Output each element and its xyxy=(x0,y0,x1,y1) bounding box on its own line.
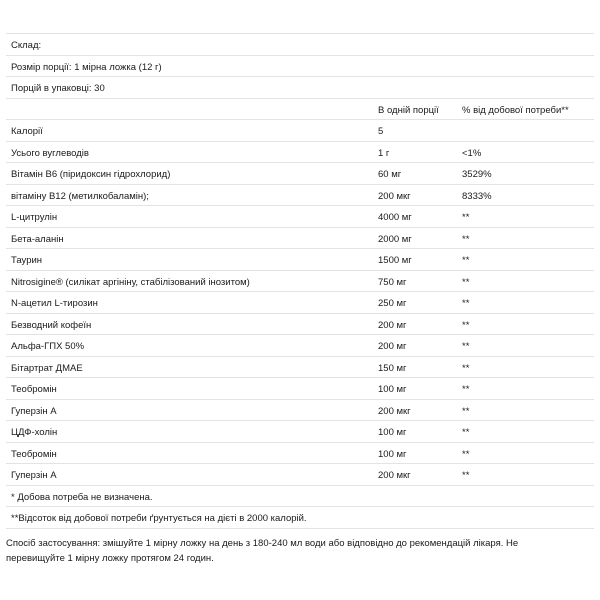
table-row xyxy=(6,357,594,379)
footnote-row xyxy=(6,507,594,529)
table-row xyxy=(6,228,594,250)
ingredient-name: Теобромін xyxy=(11,448,57,460)
ingredient-daily-value: ** xyxy=(462,255,470,266)
ingredient-amount: 200 мкг xyxy=(378,470,411,481)
ingredient-amount: 200 мг xyxy=(378,341,407,352)
ingredient-amount: 1500 мг xyxy=(378,255,412,266)
usage-instructions: Спосіб застосування: змішуйте 1 мірну ложку на день з 180-240 мл води або відповідно до рекомендацій лікаря. Не перевищуйте 1 мірну ложку протягом 24 годин. xyxy=(6,538,519,564)
ingredient-amount: 250 мг xyxy=(378,298,407,309)
table-row xyxy=(6,464,594,486)
table-row xyxy=(6,292,594,314)
supplement-facts-table xyxy=(6,33,594,529)
column-header-row xyxy=(6,99,594,121)
serving-size-row xyxy=(6,56,594,78)
table-row xyxy=(6,335,594,357)
ingredient-name: Теобромін xyxy=(11,384,57,395)
ingredient-amount: 100 мг xyxy=(378,448,407,460)
ingredient-name: L-цитрулін xyxy=(11,212,58,223)
ingredient-name: Безводний кофеїн xyxy=(11,319,92,331)
servings-per-container-row xyxy=(6,77,594,99)
ingredient-daily-value: ** xyxy=(462,470,470,481)
ingredient-amount: 100 мг xyxy=(378,384,407,395)
ingredient-amount: 200 мг xyxy=(378,319,407,331)
ingredient-amount: 100 мг xyxy=(378,427,407,438)
ingredient-daily-value: ** xyxy=(462,319,470,331)
ingredient-name: Вітамін B6 (піридоксин гідрохлорид) xyxy=(11,169,171,180)
ingredient-amount: 200 мкг xyxy=(378,405,411,417)
table-row xyxy=(6,314,594,336)
table-row xyxy=(6,443,594,465)
ingredient-amount: 5 xyxy=(378,126,384,137)
ingredient-daily-value: ** xyxy=(462,276,470,288)
ingredient-daily-value: 8333% xyxy=(462,190,492,202)
composition-row xyxy=(6,34,594,56)
ingredient-daily-value: ** xyxy=(462,298,470,309)
ingredient-daily-value: <1% xyxy=(462,147,482,159)
ingredient-name: Бета-аланін xyxy=(11,233,64,245)
ingredient-daily-value: ** xyxy=(462,362,470,374)
ingredient-name: вітаміну B12 (метилкобаламін); xyxy=(11,190,149,202)
footnote-daily-value-basis: **Відсоток від добової потреби ґрунтується на дієті в 2000 калорій. xyxy=(11,513,307,524)
ingredient-name: Калорії xyxy=(11,126,43,137)
footnote-row xyxy=(6,486,594,508)
footnote-not-established: * Добова потреба не визначена. xyxy=(11,491,153,503)
ingredient-daily-value: ** xyxy=(462,341,470,352)
ingredient-daily-value: 3529% xyxy=(462,169,492,180)
table-row xyxy=(6,271,594,293)
ingredient-amount: 4000 мг xyxy=(378,212,412,223)
ingredient-amount: 150 мг xyxy=(378,362,407,374)
servings-per-container: Порцій в упаковці: 30 xyxy=(11,83,105,94)
ingredient-amount: 200 мкг xyxy=(378,190,411,202)
ingredient-amount: 60 мг xyxy=(378,169,402,180)
ingredient-name: Гуперзін А xyxy=(11,405,57,417)
ingredient-name: Бітартрат ДМАЕ xyxy=(11,362,83,374)
column-header-daily-value: % від добової потреби** xyxy=(462,104,569,116)
ingredient-daily-value: ** xyxy=(462,384,470,395)
table-row xyxy=(6,378,594,400)
table-row xyxy=(6,120,594,142)
table-row xyxy=(6,206,594,228)
ingredient-amount: 2000 мг xyxy=(378,233,412,245)
ingredient-amount: 750 мг xyxy=(378,276,407,288)
composition-label: Склад: xyxy=(11,40,42,51)
table-row xyxy=(6,400,594,422)
ingredient-daily-value: ** xyxy=(462,212,470,223)
table-row xyxy=(6,163,594,185)
ingredient-name: Альфа-ГПХ 50% xyxy=(11,341,85,352)
serving-size: Розмір порції: 1 мірна ложка (12 г) xyxy=(11,61,162,73)
ingredient-name: Таурин xyxy=(11,255,43,266)
ingredient-name: Гуперзін А xyxy=(11,470,57,481)
ingredient-daily-value: ** xyxy=(462,448,470,460)
table-row xyxy=(6,421,594,443)
ingredient-amount: 1 г xyxy=(378,147,390,159)
ingredient-name: Усього вуглеводів xyxy=(11,147,89,159)
table-row xyxy=(6,185,594,207)
ingredient-name: Nitrosigine® (силікат аргініну, стабілізований інозитом) xyxy=(11,276,250,288)
ingredient-daily-value: ** xyxy=(462,427,470,438)
column-header-per-serving: В одній порції xyxy=(378,104,439,116)
table-row xyxy=(6,142,594,164)
table-row xyxy=(6,249,594,271)
ingredient-daily-value: ** xyxy=(462,405,470,417)
ingredient-daily-value: ** xyxy=(462,233,470,245)
ingredient-name: ЦДФ-холін xyxy=(11,427,58,438)
ingredient-name: N-ацетил L-тирозин xyxy=(11,298,98,309)
